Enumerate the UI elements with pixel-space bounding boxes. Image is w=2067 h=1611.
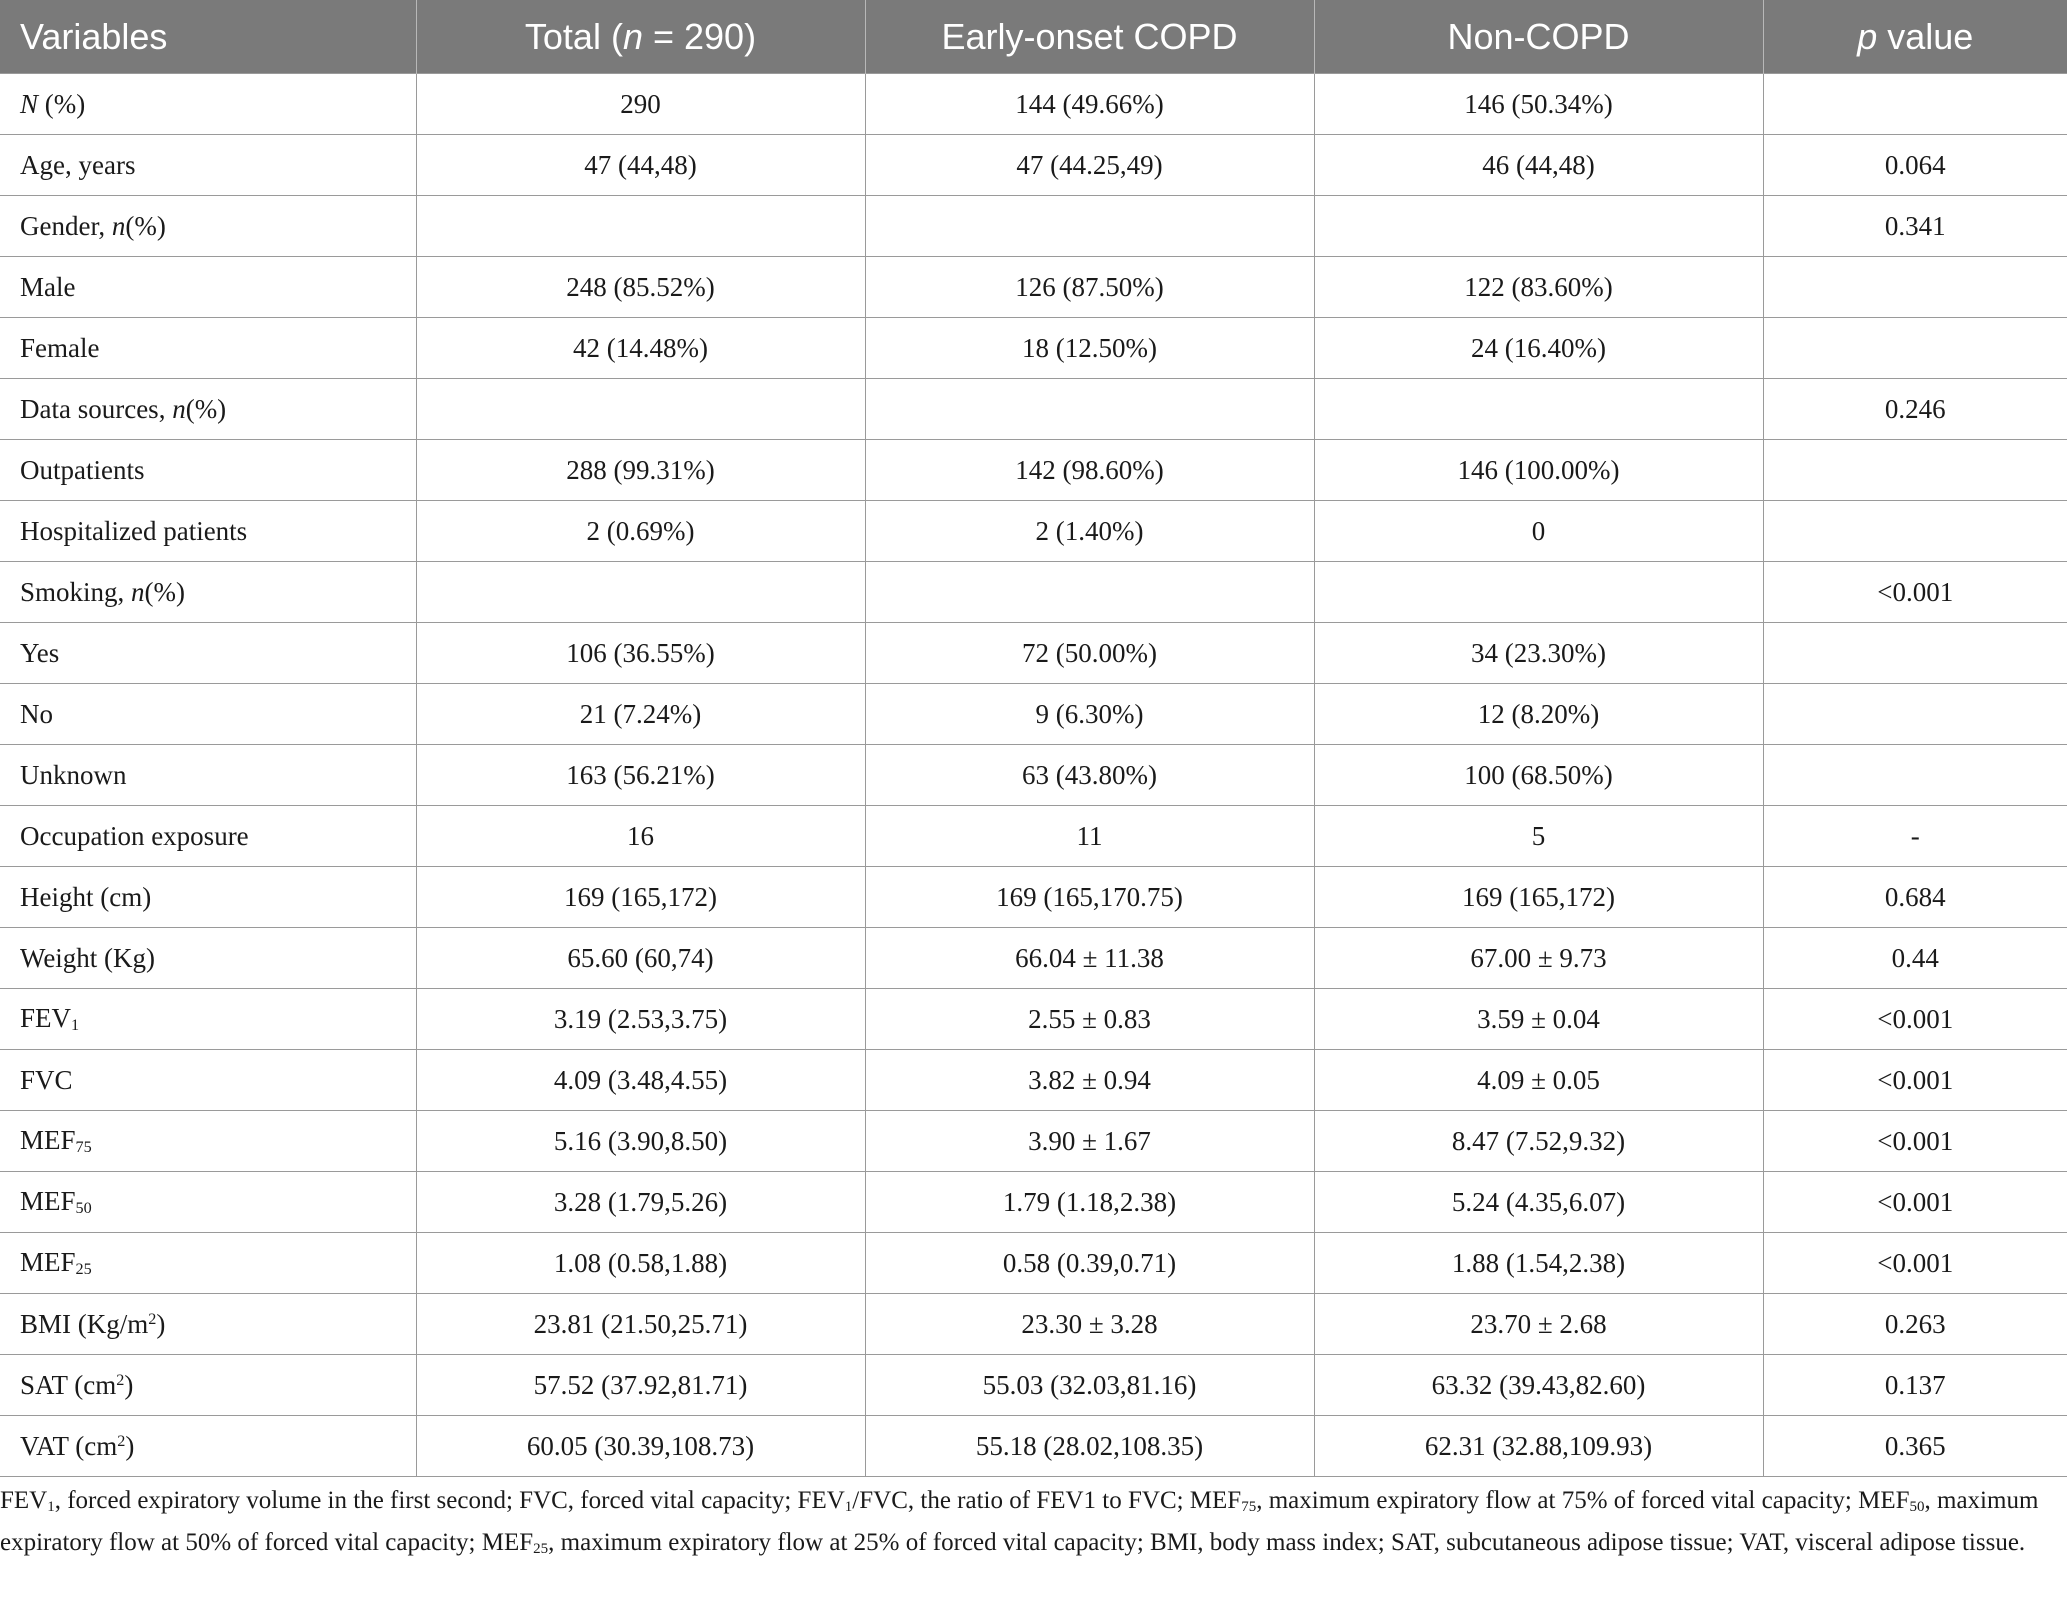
header-total-n: n — [622, 15, 643, 57]
footnote-subscript: 25 — [533, 1541, 549, 1557]
p-value-cell — [1763, 623, 2067, 684]
row-label-cell — [0, 257, 416, 318]
row-label-tail: ) — [125, 1430, 135, 1461]
total-cell — [416, 562, 865, 623]
header-early-onset-copd — [865, 0, 1314, 74]
early-onset-cell: 142 (98.60%) — [865, 440, 1314, 501]
early-onset-cell: 3.82 ± 0.94 — [865, 1050, 1314, 1111]
p-value-cell: <0.001 — [1763, 1111, 2067, 1172]
table-footnote — [0, 1483, 2040, 1567]
p-value-cell: 0.341 — [1763, 196, 2067, 257]
footnote-subscript: 1 — [47, 1499, 55, 1515]
row-label-text: Male — [20, 271, 76, 302]
row-label-suffix: (%) — [185, 393, 227, 424]
row-label-text: MEF — [20, 1185, 76, 1216]
early-onset-cell: 2.55 ± 0.83 — [865, 989, 1314, 1050]
row-label-text: Yes — [20, 637, 60, 668]
row-label-cell — [0, 623, 416, 684]
total-cell: 1.08 (0.58,1.88) — [416, 1233, 865, 1294]
table-row — [0, 1355, 2067, 1416]
non-copd-cell: 100 (68.50%) — [1314, 745, 1763, 806]
total-cell: 3.28 (1.79,5.26) — [416, 1172, 865, 1233]
table-row — [0, 623, 2067, 684]
row-label-cell — [0, 1233, 416, 1294]
header-p-value — [1763, 0, 2067, 74]
row-label-subscript: 75 — [75, 1138, 92, 1157]
row-label-text: Data sources, — [20, 393, 173, 424]
p-value-cell — [1763, 684, 2067, 745]
table-row — [0, 989, 2067, 1050]
non-copd-cell — [1314, 196, 1763, 257]
footnote-text: , forced expiratory volume in the first second; FVC, forced vital capacity; FEV — [54, 1487, 845, 1514]
non-copd-cell: 67.00 ± 9.73 — [1314, 928, 1763, 989]
p-value-cell: <0.001 — [1763, 1050, 2067, 1111]
total-cell: 21 (7.24%) — [416, 684, 865, 745]
p-value-cell: <0.001 — [1763, 562, 2067, 623]
early-onset-cell: 66.04 ± 11.38 — [865, 928, 1314, 989]
row-label-tail: ) — [156, 1308, 166, 1339]
non-copd-cell: 0 — [1314, 501, 1763, 562]
row-label-cell — [0, 501, 416, 562]
p-value-cell: - — [1763, 806, 2067, 867]
row-label-superscript: 2 — [116, 1370, 125, 1389]
header-p-italic: p — [1857, 15, 1878, 57]
total-cell: 60.05 (30.39,108.73) — [416, 1416, 865, 1477]
p-value-cell: 0.064 — [1763, 135, 2067, 196]
total-cell: 290 — [416, 74, 865, 135]
non-copd-cell: 1.88 (1.54,2.38) — [1314, 1233, 1763, 1294]
row-label-cell — [0, 684, 416, 745]
row-label-text: Unknown — [20, 759, 127, 790]
table-row — [0, 135, 2067, 196]
total-cell: 47 (44,48) — [416, 135, 865, 196]
row-label-text: MEF — [20, 1246, 76, 1277]
total-cell: 288 (99.31%) — [416, 440, 865, 501]
non-copd-cell: 46 (44,48) — [1314, 135, 1763, 196]
non-copd-cell: 8.47 (7.52,9.32) — [1314, 1111, 1763, 1172]
row-label-cell — [0, 135, 416, 196]
p-value-cell: <0.001 — [1763, 1233, 2067, 1294]
p-value-cell: 0.137 — [1763, 1355, 2067, 1416]
row-label-text: Smoking, — [20, 576, 132, 607]
total-cell: 5.16 (3.90,8.50) — [416, 1111, 865, 1172]
row-label-cell — [0, 318, 416, 379]
total-cell: 163 (56.21%) — [416, 745, 865, 806]
table-row — [0, 867, 2067, 928]
header-p-suffix: value — [1877, 15, 1974, 57]
non-copd-cell: 146 (100.00%) — [1314, 440, 1763, 501]
row-label-cell — [0, 867, 416, 928]
early-onset-cell — [865, 196, 1314, 257]
p-value-cell: 0.263 — [1763, 1294, 2067, 1355]
header-total-suffix: = 290) — [642, 15, 757, 57]
footnote-text: , maximum expiratory flow at 75% of forced vital capacity; MEF — [1256, 1487, 1910, 1514]
header-early-onset-label: Early-onset COPD — [941, 15, 1238, 57]
early-onset-cell: 63 (43.80%) — [865, 745, 1314, 806]
table-row — [0, 501, 2067, 562]
table-row — [0, 1233, 2067, 1294]
row-label-tail: ) — [124, 1369, 134, 1400]
row-label-cell — [0, 989, 416, 1050]
table-row — [0, 196, 2067, 257]
total-cell: 248 (85.52%) — [416, 257, 865, 318]
row-label-cell — [0, 745, 416, 806]
footnote-subscript: 1 — [844, 1499, 853, 1515]
p-value-cell: 0.246 — [1763, 379, 2067, 440]
early-onset-cell: 9 (6.30%) — [865, 684, 1314, 745]
early-onset-cell: 11 — [865, 806, 1314, 867]
row-label-cell — [0, 440, 416, 501]
row-label-cell — [0, 1355, 416, 1416]
row-label-text: Weight (Kg) — [20, 942, 156, 973]
row-label-cell — [0, 1111, 416, 1172]
row-label-superscript: 2 — [148, 1309, 157, 1328]
header-total — [416, 0, 865, 74]
non-copd-cell: 4.09 ± 0.05 — [1314, 1050, 1763, 1111]
total-cell: 2 (0.69%) — [416, 501, 865, 562]
non-copd-cell: 3.59 ± 0.04 — [1314, 989, 1763, 1050]
footnote-text: /FVC, the ratio of FEV1 to FVC; MEF — [852, 1487, 1242, 1514]
row-label-text: No — [20, 698, 53, 729]
p-value-cell: 0.684 — [1763, 867, 2067, 928]
non-copd-cell: 12 (8.20%) — [1314, 684, 1763, 745]
row-label-text: Gender, — [20, 210, 112, 241]
row-label-superscript: 2 — [117, 1431, 126, 1450]
total-cell — [416, 196, 865, 257]
row-label-suffix: (%) — [144, 576, 186, 607]
total-cell: 65.60 (60,74) — [416, 928, 865, 989]
early-onset-cell: 72 (50.00%) — [865, 623, 1314, 684]
row-label-italic: n — [172, 393, 186, 424]
total-cell: 23.81 (21.50,25.71) — [416, 1294, 865, 1355]
row-label-cell — [0, 74, 416, 135]
p-value-cell — [1763, 501, 2067, 562]
row-label-subscript: 1 — [71, 1016, 80, 1035]
early-onset-cell: 169 (165,170.75) — [865, 867, 1314, 928]
early-onset-cell: 126 (87.50%) — [865, 257, 1314, 318]
early-onset-cell — [865, 562, 1314, 623]
total-cell: 106 (36.55%) — [416, 623, 865, 684]
total-cell — [416, 379, 865, 440]
row-label-text: BMI (Kg/m — [20, 1308, 149, 1339]
header-non-copd — [1314, 0, 1763, 74]
row-label-cell — [0, 1050, 416, 1111]
total-cell: 57.52 (37.92,81.71) — [416, 1355, 865, 1416]
early-onset-cell: 47 (44.25,49) — [865, 135, 1314, 196]
p-value-cell: <0.001 — [1763, 989, 2067, 1050]
early-onset-cell: 55.18 (28.02,108.35) — [865, 1416, 1314, 1477]
row-label-cell — [0, 806, 416, 867]
row-label-text: SAT (cm — [20, 1369, 117, 1400]
table-row — [0, 74, 2067, 135]
early-onset-cell: 55.03 (32.03,81.16) — [865, 1355, 1314, 1416]
table-header — [0, 0, 2067, 74]
row-label-cell — [0, 1172, 416, 1233]
footnote-text: , maximum expiratory flow at 50% of forced vital capacity; MEF — [0, 1487, 2039, 1556]
table-row — [0, 684, 2067, 745]
table-row — [0, 1294, 2067, 1355]
row-label-cell — [0, 379, 416, 440]
table-row — [0, 928, 2067, 989]
footnote-subscript: 75 — [1241, 1499, 1257, 1515]
non-copd-cell: 62.31 (32.88,109.93) — [1314, 1416, 1763, 1477]
row-label-suffix: (%) — [38, 88, 86, 119]
row-label-suffix: (%) — [125, 210, 166, 241]
non-copd-cell — [1314, 562, 1763, 623]
p-value-cell: 0.44 — [1763, 928, 2067, 989]
row-label-cell — [0, 928, 416, 989]
early-onset-cell: 3.90 ± 1.67 — [865, 1111, 1314, 1172]
table-row — [0, 318, 2067, 379]
total-cell: 169 (165,172) — [416, 867, 865, 928]
row-label-text: Hospitalized patients — [20, 515, 248, 546]
row-label-cell — [0, 1416, 416, 1477]
total-cell: 3.19 (2.53,3.75) — [416, 989, 865, 1050]
row-label-text: FVC — [20, 1064, 73, 1095]
table-row — [0, 379, 2067, 440]
non-copd-cell: 169 (165,172) — [1314, 867, 1763, 928]
row-label-subscript: 50 — [75, 1199, 92, 1218]
early-onset-cell — [865, 379, 1314, 440]
p-value-cell — [1763, 74, 2067, 135]
header-variables — [0, 0, 416, 74]
table-row — [0, 1416, 2067, 1477]
row-label-italic: n — [111, 210, 126, 241]
table-row — [0, 562, 2067, 623]
non-copd-cell: 5.24 (4.35,6.07) — [1314, 1172, 1763, 1233]
row-label-italic: N — [20, 88, 39, 119]
row-label-text: Occupation exposure — [20, 820, 249, 851]
non-copd-cell: 146 (50.34%) — [1314, 74, 1763, 135]
total-cell: 4.09 (3.48,4.55) — [416, 1050, 865, 1111]
total-cell: 42 (14.48%) — [416, 318, 865, 379]
early-onset-cell: 23.30 ± 3.28 — [865, 1294, 1314, 1355]
p-value-cell: <0.001 — [1763, 1172, 2067, 1233]
non-copd-cell: 24 (16.40%) — [1314, 318, 1763, 379]
table-row — [0, 806, 2067, 867]
header-non-copd-label: Non-COPD — [1447, 15, 1630, 57]
row-label-text: Outpatients — [20, 454, 145, 485]
row-label-text: FEV — [20, 1002, 72, 1033]
total-cell: 16 — [416, 806, 865, 867]
p-value-cell — [1763, 745, 2067, 806]
header-row — [0, 0, 2067, 74]
header-total-prefix: Total ( — [524, 15, 623, 57]
early-onset-cell: 0.58 (0.39,0.71) — [865, 1233, 1314, 1294]
row-label-subscript: 25 — [75, 1260, 92, 1279]
p-value-cell — [1763, 318, 2067, 379]
non-copd-cell: 63.32 (39.43,82.60) — [1314, 1355, 1763, 1416]
early-onset-cell: 144 (49.66%) — [865, 74, 1314, 135]
row-label-italic: n — [131, 576, 145, 607]
table-row — [0, 1111, 2067, 1172]
p-value-cell — [1763, 440, 2067, 501]
table-body — [0, 74, 2067, 1477]
table-row — [0, 745, 2067, 806]
footnote-text: , maximum expiratory flow at 25% of forced vital capacity; BMI, body mass index; SAT, subcutaneous adipose tissue; VAT, visceral adipose tissue. — [548, 1529, 2026, 1556]
table-row — [0, 1050, 2067, 1111]
row-label-cell — [0, 562, 416, 623]
footnote-text: FEV — [0, 1487, 48, 1514]
non-copd-cell: 23.70 ± 2.68 — [1314, 1294, 1763, 1355]
row-label-text: Age, years — [20, 149, 136, 180]
non-copd-cell: 5 — [1314, 806, 1763, 867]
early-onset-cell: 2 (1.40%) — [865, 501, 1314, 562]
row-label-text: VAT (cm — [20, 1430, 118, 1461]
header-variables-label: Variables — [20, 15, 168, 57]
footnote-subscript: 50 — [1909, 1499, 1925, 1515]
table-row — [0, 1172, 2067, 1233]
row-label-cell — [0, 196, 416, 257]
early-onset-cell: 18 (12.50%) — [865, 318, 1314, 379]
row-label-text: Height (cm) — [20, 881, 152, 912]
table-row — [0, 440, 2067, 501]
non-copd-cell: 34 (23.30%) — [1314, 623, 1763, 684]
row-label-text: MEF — [20, 1124, 76, 1155]
p-value-cell: 0.365 — [1763, 1416, 2067, 1477]
p-value-cell — [1763, 257, 2067, 318]
early-onset-cell: 1.79 (1.18,2.38) — [865, 1172, 1314, 1233]
row-label-text: Female — [20, 332, 100, 363]
non-copd-cell: 122 (83.60%) — [1314, 257, 1763, 318]
table-row — [0, 257, 2067, 318]
non-copd-cell — [1314, 379, 1763, 440]
row-label-cell — [0, 1294, 416, 1355]
